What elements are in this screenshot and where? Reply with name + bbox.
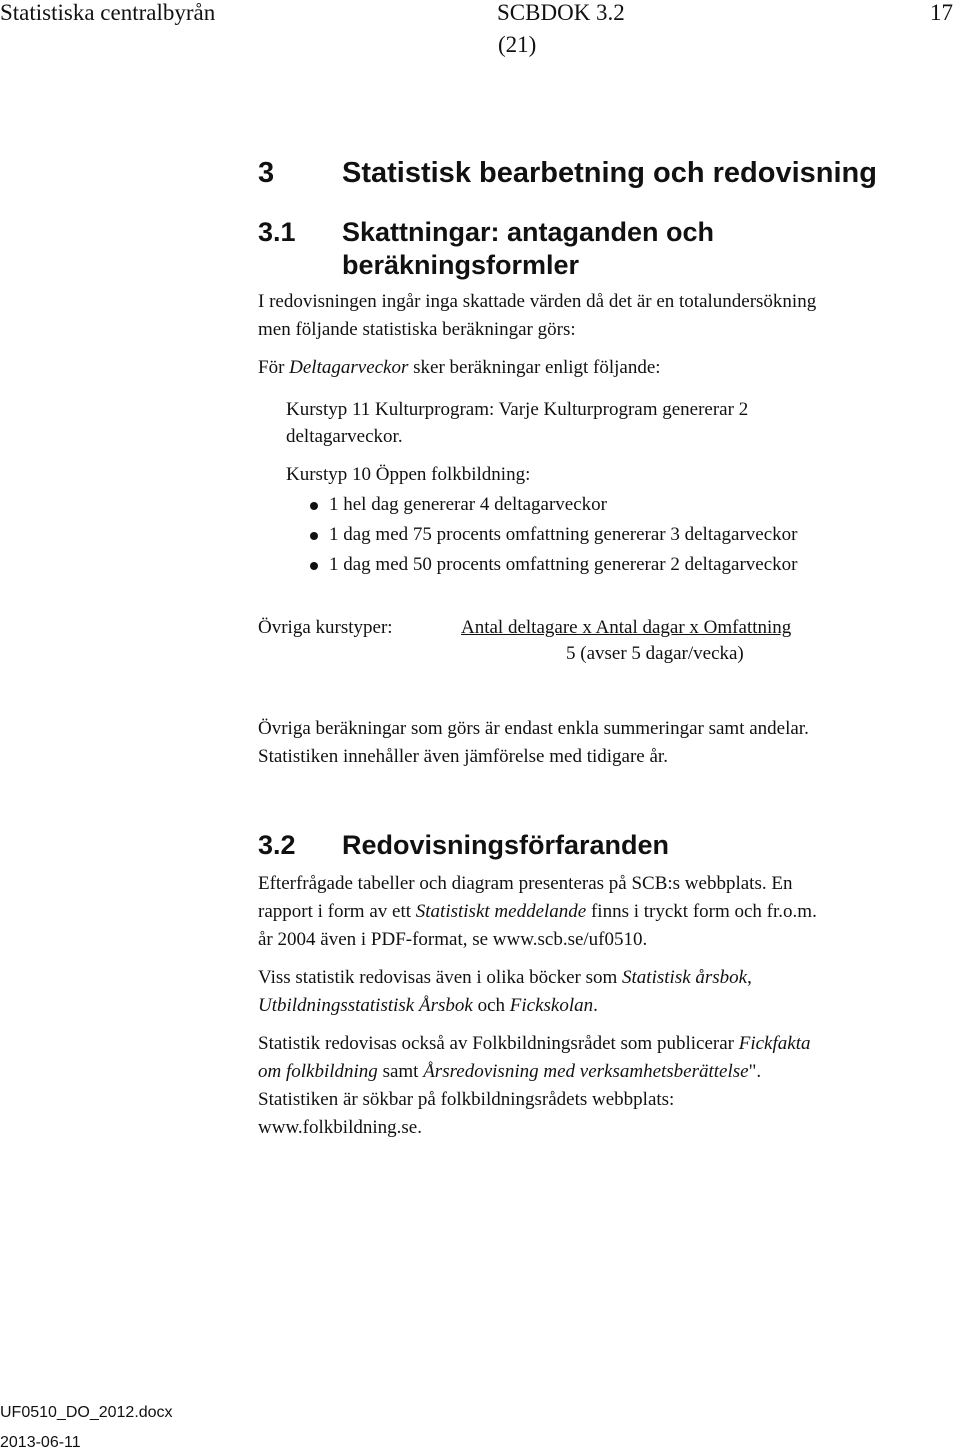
for-italic: Deltagarveckor <box>289 357 409 378</box>
p2-line1-italic: Statistisk årsbok <box>622 967 748 988</box>
p3-line1-a: Statistik redovisas också av Folkbildningsrådet som publicerar <box>258 1033 739 1054</box>
header-doc-id: SCBDOK 3.2 <box>497 0 625 25</box>
for-prefix: För <box>258 357 290 378</box>
p3-line3: Statistiken är sökbar på folkbildningsrådets webbplats: <box>258 1089 675 1110</box>
for-suffix: sker beräkningar enligt följande: <box>408 357 661 378</box>
bullet-icon <box>310 502 318 510</box>
kurstyp11-line2: deltagarveckor. <box>286 426 403 447</box>
p3-line4: www.folkbildning.se. <box>258 1117 422 1138</box>
footer-date: 2013-06-11 <box>0 1434 81 1451</box>
p1-line2-b: finns i tryckt form och fr.o.m. <box>586 901 817 922</box>
formula-denominator: 5 (avser 5 dagar/vecka) <box>566 643 744 664</box>
p2-line2-italic1: Utbildningsstatistisk Årsbok <box>258 995 473 1016</box>
p2-line2-b: . <box>593 995 598 1016</box>
bullet-icon <box>310 562 318 570</box>
formula-label: Övriga kurstyper: <box>258 617 393 638</box>
p1-line3: år 2004 även i PDF-format, se www.scb.se/uf0510. <box>258 929 648 950</box>
formula-numerator <box>461 614 791 642</box>
kurstyp10-heading: Kurstyp 10 Öppen folkbildning: <box>286 464 531 485</box>
section-3-1-title-line1: Skattningar: antaganden och <box>342 217 715 247</box>
p2-line2-a: och <box>472 995 510 1016</box>
section-3-title: Statistisk bearbetning och redovisning <box>342 157 877 189</box>
p1-line2-a: rapport i form av ett <box>258 901 416 922</box>
formula-numerator-text: Antal deltagare x Antal dagar x Omfattning <box>461 617 792 638</box>
p2-line2 <box>258 992 598 1020</box>
bullet-item-1: 1 hel dag genererar 4 deltagarveckor <box>329 494 607 515</box>
bullet-item-3: 1 dag med 50 procents omfattning genererar 2 deltagarveckor <box>329 554 798 575</box>
section-3-1-title-line2: beräkningsformler <box>342 250 580 280</box>
section-3-2-number: 3.2 <box>258 830 296 860</box>
p3-line1 <box>258 1030 810 1058</box>
p3-line2-b: ". <box>748 1061 762 1082</box>
header-page-number: 17 <box>930 0 953 25</box>
p2-line2-italic2: Fickskolan <box>509 995 594 1016</box>
deltagarveckor-intro <box>258 354 661 382</box>
p1-line1: Efterfrågade tabeller och diagram presenteras på SCB:s webbplats. En <box>258 873 793 894</box>
p2-line1-a: Viss statistik redovisas även i olika böcker som <box>258 967 623 988</box>
header-page-total: (21) <box>498 32 537 57</box>
p2-line1-b: , <box>747 967 752 988</box>
p3-line2-italic1: om folkbildning <box>258 1061 378 1082</box>
bullet-item-2: 1 dag med 75 procents omfattning genererar 3 deltagarveckor <box>329 524 798 545</box>
header-org: Statistiska centralbyrån <box>0 0 216 25</box>
intro-line1: I redovisningen ingår inga skattade värden då det är en totalundersökning <box>258 291 817 312</box>
p1-line2-italic: Statistiskt meddelande <box>415 901 587 922</box>
section-3-2-title: Redovisningsförfaranden <box>342 830 670 860</box>
footer-filename: UF0510_DO_2012.docx <box>0 1404 173 1421</box>
closing-line1: Övriga beräkningar som görs är endast enkla summeringar samt andelar. <box>258 718 809 739</box>
intro-line2: men följande statistiska beräkningar görs: <box>258 319 576 340</box>
section-3-number: 3 <box>258 157 275 189</box>
p1-line2 <box>258 898 817 926</box>
p2-line1 <box>258 964 752 992</box>
bullet-icon <box>310 532 318 540</box>
p3-line2 <box>258 1058 761 1086</box>
closing-line2: Statistiken innehåller även jämförelse med tidigare år. <box>258 746 668 767</box>
kurstyp11-line1: Kurstyp 11 Kulturprogram: Varje Kulturprogram genererar 2 <box>286 399 749 420</box>
p3-line2-italic2: Årsredovisning med verksamhetsberättelse <box>423 1061 749 1082</box>
section-3-1-number: 3.1 <box>258 217 296 247</box>
p3-line2-a: samt <box>377 1061 424 1082</box>
p3-line1-italic: Fickfakta <box>738 1033 811 1054</box>
